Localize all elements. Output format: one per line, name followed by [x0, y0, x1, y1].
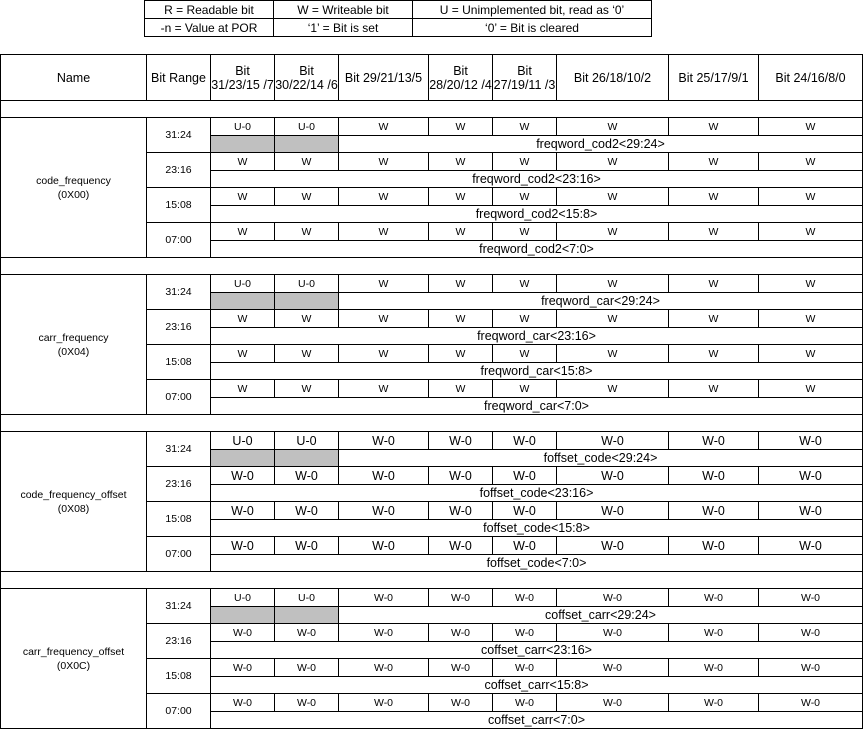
register-separator	[1, 258, 863, 275]
bit-access-cell: W	[557, 345, 669, 363]
bit-access-cell: W	[211, 310, 275, 328]
bit-access-cell: W	[429, 118, 493, 136]
field-name-cell: foffset_code<15:8>	[211, 520, 863, 537]
bit-access-cell: W-0	[429, 432, 493, 450]
unimplemented-bit-cell	[211, 607, 275, 624]
separator-cell	[1, 415, 863, 432]
unimplemented-bit-cell	[211, 136, 275, 153]
field-name-cell: freqword_car<7:0>	[211, 398, 863, 415]
bit-access-cell: U-0	[275, 432, 339, 450]
bit-access-cell: W-0	[669, 589, 759, 607]
bit-access-cell: W-0	[429, 467, 493, 485]
bit-access-cell: W	[557, 275, 669, 293]
header-bit-col: Bit 27/19/11 /3	[493, 55, 557, 101]
bit-range-cell: 31:24	[147, 118, 211, 153]
bit-access-cell: W	[669, 223, 759, 241]
bit-access-cell: W	[759, 345, 863, 363]
bit-access-cell: W-0	[275, 537, 339, 555]
bit-access-cell: W-0	[275, 624, 339, 642]
bit-access-cell: W-0	[759, 659, 863, 677]
header-bit-col: Bit 30/22/14 /6	[275, 55, 339, 101]
register-separator	[1, 415, 863, 432]
bit-access-cell: W	[557, 380, 669, 398]
field-name-cell: coffset_carr<29:24>	[339, 607, 863, 624]
bit-access-cell: W-0	[557, 467, 669, 485]
legend-table	[144, 0, 652, 37]
bit-access-cell: W	[429, 275, 493, 293]
bit-access-cell: W-0	[275, 502, 339, 520]
unimplemented-bit-cell	[275, 450, 339, 467]
bit-access-cell: W	[339, 275, 429, 293]
bit-access-cell: W	[429, 345, 493, 363]
bit-access-cell: W	[339, 153, 429, 171]
header-row	[1, 55, 863, 101]
bit-access-cell: W-0	[759, 694, 863, 712]
bit-access-cell: W-0	[557, 624, 669, 642]
bit-range-cell: 31:24	[147, 589, 211, 624]
bit-access-cell: W	[275, 223, 339, 241]
bit-access-cell: W-0	[669, 502, 759, 520]
field-name-cell: coffset_carr<15:8>	[211, 677, 863, 694]
bit-access-cell: W	[759, 275, 863, 293]
header-name: Name	[1, 55, 147, 101]
field-name-cell: freqword_car<29:24>	[339, 293, 863, 310]
bit-range-cell: 07:00	[147, 694, 211, 729]
bit-access-cell: U-0	[211, 275, 275, 293]
bit-access-cell: W-0	[339, 467, 429, 485]
bit-access-cell: W	[759, 380, 863, 398]
bit-access-cell: W-0	[557, 694, 669, 712]
field-name-cell: freqword_cod2<29:24>	[339, 136, 863, 153]
bit-access-cell: W	[493, 118, 557, 136]
bit-range-cell: 07:00	[147, 537, 211, 572]
register-name: carr_frequency	[38, 331, 109, 344]
register-name-cell	[1, 118, 147, 258]
legend-writeable: W = Writeable bit	[274, 1, 413, 19]
bit-access-cell: W	[211, 223, 275, 241]
field-name-cell: foffset_code<23:16>	[211, 485, 863, 502]
bit-access-cell: W	[669, 188, 759, 206]
bit-access-cell: W-0	[557, 659, 669, 677]
bit-access-cell: W-0	[557, 502, 669, 520]
register-access-row	[1, 118, 863, 136]
unimplemented-bit-cell	[275, 607, 339, 624]
bit-access-cell: W	[429, 310, 493, 328]
bit-access-cell: W-0	[557, 537, 669, 555]
bit-access-cell: W-0	[429, 589, 493, 607]
bit-access-cell: W	[339, 118, 429, 136]
bit-access-cell: W-0	[211, 659, 275, 677]
bit-access-cell: W-0	[669, 537, 759, 555]
bit-access-cell: W-0	[493, 502, 557, 520]
field-name-cell: freqword_cod2<23:16>	[211, 171, 863, 188]
bit-access-cell: W	[759, 118, 863, 136]
legend-por: -n = Value at POR	[145, 19, 274, 37]
field-name-cell: foffset_code<7:0>	[211, 555, 863, 572]
separator-cell	[1, 572, 863, 589]
bit-access-cell: U-0	[275, 275, 339, 293]
bit-access-cell: W-0	[493, 624, 557, 642]
bit-access-cell: W	[339, 188, 429, 206]
bit-access-cell: W	[339, 310, 429, 328]
bit-access-cell: W	[669, 275, 759, 293]
field-name-cell: coffset_carr<23:16>	[211, 642, 863, 659]
bit-access-cell: W-0	[759, 537, 863, 555]
bit-range-cell: 15:08	[147, 345, 211, 380]
bit-range-cell: 07:00	[147, 223, 211, 258]
bit-access-cell: W	[275, 188, 339, 206]
bit-access-cell: W-0	[493, 432, 557, 450]
bit-access-cell: W-0	[339, 589, 429, 607]
field-name-cell: coffset_carr<7:0>	[211, 712, 863, 729]
unimplemented-bit-cell	[211, 450, 275, 467]
bit-access-cell: W	[759, 223, 863, 241]
bit-access-cell: W	[275, 345, 339, 363]
field-name-cell: freqword_car<23:16>	[211, 328, 863, 345]
unimplemented-bit-cell	[275, 293, 339, 310]
bit-access-cell: W	[759, 310, 863, 328]
legend-readable: R = Readable bit	[145, 1, 274, 19]
bit-access-cell: W-0	[429, 659, 493, 677]
field-name-cell: freqword_cod2<15:8>	[211, 206, 863, 223]
bit-access-cell: W	[557, 310, 669, 328]
bit-access-cell: W	[429, 153, 493, 171]
legend-unimplemented: U = Unimplemented bit, read as ‘0’	[413, 1, 652, 19]
register-name-cell	[1, 275, 147, 415]
bit-access-cell: W-0	[211, 624, 275, 642]
register-access-row	[1, 589, 863, 607]
header-bit-col: Bit 24/16/8/0	[759, 55, 863, 101]
separator-cell	[1, 258, 863, 275]
bit-access-cell: W-0	[669, 659, 759, 677]
register-address: (0X04)	[57, 345, 90, 358]
bit-access-cell: W-0	[429, 694, 493, 712]
register-separator	[1, 572, 863, 589]
bit-access-cell: W-0	[493, 589, 557, 607]
bit-access-cell: W	[669, 310, 759, 328]
bit-access-cell: W	[275, 153, 339, 171]
bit-access-cell: W	[429, 223, 493, 241]
bit-access-cell: W-0	[429, 502, 493, 520]
bit-access-cell: W-0	[339, 502, 429, 520]
bit-access-cell: W-0	[275, 467, 339, 485]
bit-access-cell: W-0	[275, 659, 339, 677]
bit-access-cell: W-0	[339, 432, 429, 450]
bit-access-cell: W-0	[493, 467, 557, 485]
bit-access-cell: U-0	[275, 118, 339, 136]
bit-range-cell: 15:08	[147, 502, 211, 537]
bit-access-cell: W	[339, 380, 429, 398]
register-address: (0X08)	[57, 502, 90, 515]
register-access-row	[1, 432, 863, 450]
register-name: carr_frequency_offset	[22, 645, 125, 658]
bit-access-cell: W	[429, 188, 493, 206]
bit-access-cell: W-0	[429, 537, 493, 555]
bit-access-cell: W-0	[429, 624, 493, 642]
register-access-row	[1, 275, 863, 293]
bit-access-cell: W	[557, 188, 669, 206]
bit-access-cell: U-0	[275, 589, 339, 607]
legend-cleared: ‘0’ = Bit is cleared	[413, 19, 652, 37]
bit-range-cell: 15:08	[147, 188, 211, 223]
header-bit-col: Bit 31/23/15 /7	[211, 55, 275, 101]
register-address: (0X0C)	[56, 659, 91, 672]
bit-access-cell: W-0	[557, 589, 669, 607]
bit-access-cell: W	[211, 188, 275, 206]
bit-access-cell: W	[211, 153, 275, 171]
bit-access-cell: W	[493, 310, 557, 328]
field-name-cell: foffset_code<29:24>	[339, 450, 863, 467]
bit-access-cell: W	[493, 223, 557, 241]
bit-access-cell: W-0	[669, 624, 759, 642]
bit-access-cell: W-0	[669, 432, 759, 450]
field-name-cell: freqword_car<15:8>	[211, 363, 863, 380]
bit-access-cell: W-0	[339, 694, 429, 712]
bit-access-cell: W	[493, 380, 557, 398]
register-name: code_frequency_offset	[20, 488, 127, 501]
bit-access-cell: W	[211, 345, 275, 363]
bit-access-cell: W-0	[669, 694, 759, 712]
bit-range-cell: 31:24	[147, 275, 211, 310]
bit-range-cell: 23:16	[147, 467, 211, 502]
bit-access-cell: W-0	[557, 432, 669, 450]
bit-access-cell: W-0	[339, 624, 429, 642]
register-separator	[1, 101, 863, 118]
legend-set: ‘1’ = Bit is set	[274, 19, 413, 37]
bit-range-cell: 23:16	[147, 310, 211, 345]
separator-cell	[1, 101, 863, 118]
header-bit-col: Bit 29/21/13/5	[339, 55, 429, 101]
register-table	[0, 54, 863, 729]
bit-access-cell: W	[669, 153, 759, 171]
bit-access-cell: W-0	[211, 694, 275, 712]
header-bit-col: Bit 28/20/12 /4	[429, 55, 493, 101]
bit-access-cell: W-0	[759, 467, 863, 485]
bit-access-cell: U-0	[211, 432, 275, 450]
bit-access-cell: W-0	[759, 624, 863, 642]
bit-range-cell: 31:24	[147, 432, 211, 467]
field-name-cell: freqword_cod2<7:0>	[211, 241, 863, 258]
bit-access-cell: W-0	[493, 537, 557, 555]
bit-access-cell: W	[669, 345, 759, 363]
bit-access-cell: W-0	[493, 694, 557, 712]
header-bit-col: Bit 25/17/9/1	[669, 55, 759, 101]
bit-access-cell: W	[759, 153, 863, 171]
bit-access-cell: W	[557, 223, 669, 241]
bit-access-cell: W	[557, 153, 669, 171]
bit-access-cell: W	[493, 188, 557, 206]
bit-access-cell: W-0	[759, 589, 863, 607]
register-address: (0X00)	[57, 188, 90, 201]
bit-access-cell: W	[669, 118, 759, 136]
bit-access-cell: W-0	[339, 537, 429, 555]
bit-access-cell: W-0	[211, 502, 275, 520]
bit-access-cell: W	[339, 223, 429, 241]
bit-range-cell: 23:16	[147, 153, 211, 188]
bit-access-cell: U-0	[211, 118, 275, 136]
bit-access-cell: W-0	[339, 659, 429, 677]
bit-access-cell: W	[339, 345, 429, 363]
bit-access-cell: W-0	[275, 694, 339, 712]
register-name-cell	[1, 589, 147, 729]
bit-access-cell: W-0	[759, 502, 863, 520]
bit-access-cell: W-0	[211, 467, 275, 485]
bit-range-cell: 07:00	[147, 380, 211, 415]
bit-access-cell: W	[493, 345, 557, 363]
header-bit-range: Bit Range	[147, 55, 211, 101]
bit-access-cell: W	[759, 188, 863, 206]
unimplemented-bit-cell	[211, 293, 275, 310]
register-name: code_frequency	[36, 174, 111, 187]
bit-access-cell: W	[493, 153, 557, 171]
register-name-cell	[1, 432, 147, 572]
unimplemented-bit-cell	[275, 136, 339, 153]
bit-access-cell: W	[275, 310, 339, 328]
bit-access-cell: W	[275, 380, 339, 398]
bit-access-cell: W	[493, 275, 557, 293]
bit-access-cell: W-0	[211, 537, 275, 555]
bit-access-cell: W	[669, 380, 759, 398]
bit-access-cell: W-0	[493, 659, 557, 677]
bit-range-cell: 23:16	[147, 624, 211, 659]
bit-access-cell: U-0	[211, 589, 275, 607]
bit-access-cell: W-0	[759, 432, 863, 450]
header-bit-col: Bit 26/18/10/2	[557, 55, 669, 101]
bit-access-cell: W	[211, 380, 275, 398]
bit-access-cell: W-0	[669, 467, 759, 485]
bit-range-cell: 15:08	[147, 659, 211, 694]
bit-access-cell: W	[557, 118, 669, 136]
bit-access-cell: W	[429, 380, 493, 398]
